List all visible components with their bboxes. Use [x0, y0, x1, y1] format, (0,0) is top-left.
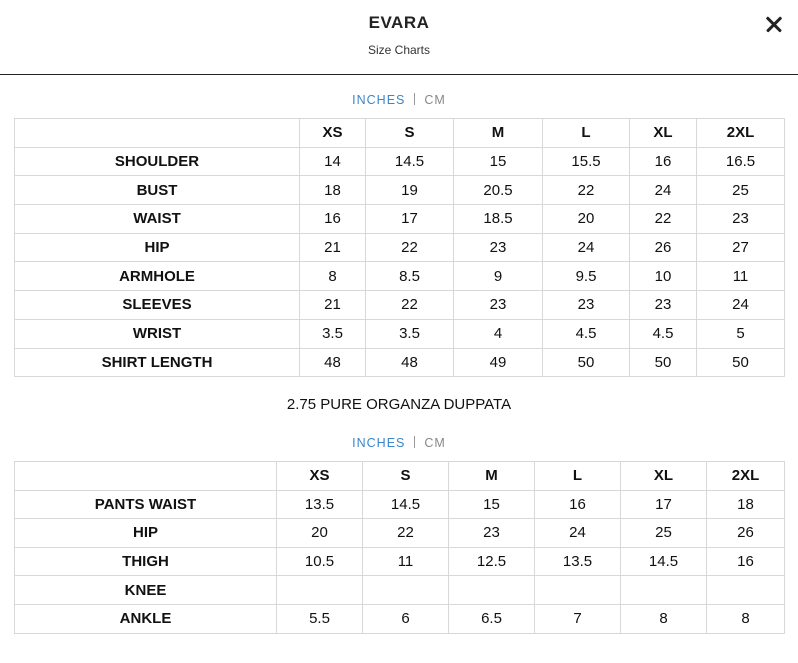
measurement-value: 16	[535, 490, 621, 519]
measurement-value: 10.5	[277, 547, 363, 576]
measurement-value: 17	[366, 205, 454, 234]
unit-cm-button[interactable]: CM	[424, 93, 446, 107]
measurement-value: 15	[449, 490, 535, 519]
measurement-value: 16	[707, 547, 785, 576]
measurement-value: 25	[621, 519, 707, 548]
brand-title: EVARA	[368, 13, 430, 32]
unit-inches-button[interactable]: INCHES	[352, 436, 406, 450]
size-header-cell: L	[543, 119, 630, 148]
table-row	[15, 233, 785, 262]
measurement-value: 26	[707, 519, 785, 548]
measurement-label: WAIST	[15, 205, 300, 234]
measurement-value: 18.5	[454, 205, 543, 234]
measurement-value: 19	[366, 176, 454, 205]
table-row	[15, 291, 785, 320]
measurement-value: 15	[454, 147, 543, 176]
measurement-value: 8	[621, 604, 707, 633]
size-header-cell: XS	[300, 119, 366, 148]
measurement-label: SHIRT LENGTH	[15, 348, 300, 377]
unit-separator	[414, 93, 415, 105]
measurement-value: 23	[543, 291, 630, 320]
measurement-value: 23	[630, 291, 697, 320]
dupatta-note: 2.75 PURE ORGANZA DUPPATA	[286, 396, 512, 413]
measurement-value: 13.5	[277, 490, 363, 519]
measurement-label: HIP	[15, 519, 277, 548]
page-subtitle: Size Charts	[367, 43, 431, 57]
size-header-cell: XS	[277, 462, 363, 491]
table-row	[15, 147, 785, 176]
header-corner-cell	[15, 462, 277, 491]
table-row	[15, 348, 785, 377]
measurement-value: 8	[300, 262, 366, 291]
measurement-value: 14.5	[363, 490, 449, 519]
measurement-value: 24	[543, 233, 630, 262]
size-chart-table-top	[14, 118, 785, 377]
measurement-value: 14.5	[621, 547, 707, 576]
measurement-value: 20.5	[454, 176, 543, 205]
measurement-value: 11	[363, 547, 449, 576]
measurement-value: 14	[300, 147, 366, 176]
measurement-value: 7	[535, 604, 621, 633]
unit-cm-button[interactable]: CM	[424, 436, 446, 450]
measurement-value: 48	[300, 348, 366, 377]
measurement-value: 49	[454, 348, 543, 377]
size-header-cell: S	[363, 462, 449, 491]
table-row	[15, 490, 785, 519]
close-icon[interactable]	[762, 12, 786, 36]
measurement-value	[535, 576, 621, 605]
measurement-value: 5.5	[277, 604, 363, 633]
unit-toggle	[0, 436, 798, 450]
measurement-value: 21	[300, 233, 366, 262]
header-corner-cell	[15, 119, 300, 148]
measurement-value: 15.5	[543, 147, 630, 176]
measurement-label: THIGH	[15, 547, 277, 576]
measurement-value: 10	[630, 262, 697, 291]
measurement-value: 3.5	[300, 319, 366, 348]
measurement-label: HIP	[15, 233, 300, 262]
table-row	[15, 576, 785, 605]
table-row	[15, 176, 785, 205]
measurement-value: 21	[300, 291, 366, 320]
measurement-value: 22	[363, 519, 449, 548]
table-row	[15, 547, 785, 576]
measurement-value: 16.5	[697, 147, 785, 176]
measurement-label: SLEEVES	[15, 291, 300, 320]
measurement-value	[449, 576, 535, 605]
unit-toggle	[0, 93, 798, 107]
measurement-value	[277, 576, 363, 605]
size-header-cell: XL	[630, 119, 697, 148]
measurement-value: 23	[454, 233, 543, 262]
size-header-cell: S	[366, 119, 454, 148]
measurement-value: 9.5	[543, 262, 630, 291]
table-row	[15, 604, 785, 633]
measurement-value: 24	[535, 519, 621, 548]
table-header-row	[15, 462, 785, 491]
measurement-value: 20	[543, 205, 630, 234]
measurement-value: 16	[300, 205, 366, 234]
measurement-value	[707, 576, 785, 605]
measurement-label: WRIST	[15, 319, 300, 348]
measurement-value: 22	[366, 233, 454, 262]
measurement-value: 50	[630, 348, 697, 377]
measurement-value: 8.5	[366, 262, 454, 291]
measurement-value: 9	[454, 262, 543, 291]
measurement-value: 27	[697, 233, 785, 262]
measurement-value: 24	[697, 291, 785, 320]
measurement-label: ANKLE	[15, 604, 277, 633]
size-header-cell: 2XL	[707, 462, 785, 491]
measurement-value: 23	[454, 291, 543, 320]
measurement-value: 5	[697, 319, 785, 348]
measurement-value: 4.5	[543, 319, 630, 348]
table-header-row	[15, 119, 785, 148]
measurement-value: 8	[707, 604, 785, 633]
unit-separator	[414, 436, 415, 448]
table-row	[15, 262, 785, 291]
size-chart-table-bottom	[14, 461, 785, 634]
unit-inches-button[interactable]: INCHES	[352, 93, 406, 107]
measurement-value: 18	[707, 490, 785, 519]
measurement-label: ARMHOLE	[15, 262, 300, 291]
measurement-value: 18	[300, 176, 366, 205]
measurement-value: 50	[697, 348, 785, 377]
size-header-cell: M	[449, 462, 535, 491]
measurement-value: 11	[697, 262, 785, 291]
measurement-label: SHOULDER	[15, 147, 300, 176]
size-header-cell: XL	[621, 462, 707, 491]
measurement-value: 6.5	[449, 604, 535, 633]
measurement-value: 48	[366, 348, 454, 377]
table-row	[15, 205, 785, 234]
measurement-label: BUST	[15, 176, 300, 205]
measurement-value: 25	[697, 176, 785, 205]
measurement-value: 22	[630, 205, 697, 234]
measurement-value: 50	[543, 348, 630, 377]
measurement-value: 24	[630, 176, 697, 205]
measurement-value: 17	[621, 490, 707, 519]
measurement-value: 3.5	[366, 319, 454, 348]
measurement-value: 6	[363, 604, 449, 633]
size-header-cell: L	[535, 462, 621, 491]
measurement-value: 4.5	[630, 319, 697, 348]
measurement-value: 12.5	[449, 547, 535, 576]
table-row	[15, 319, 785, 348]
measurement-value: 4	[454, 319, 543, 348]
modal-header	[0, 0, 798, 75]
measurement-label: PANTS WAIST	[15, 490, 277, 519]
measurement-value	[621, 576, 707, 605]
measurement-value: 13.5	[535, 547, 621, 576]
measurement-label: KNEE	[15, 576, 277, 605]
measurement-value	[363, 576, 449, 605]
measurement-value: 22	[543, 176, 630, 205]
table-row	[15, 519, 785, 548]
measurement-value: 23	[697, 205, 785, 234]
measurement-value: 26	[630, 233, 697, 262]
measurement-value: 14.5	[366, 147, 454, 176]
size-header-cell: 2XL	[697, 119, 785, 148]
measurement-value: 23	[449, 519, 535, 548]
size-header-cell: M	[454, 119, 543, 148]
measurement-value: 16	[630, 147, 697, 176]
measurement-value: 22	[366, 291, 454, 320]
measurement-value: 20	[277, 519, 363, 548]
